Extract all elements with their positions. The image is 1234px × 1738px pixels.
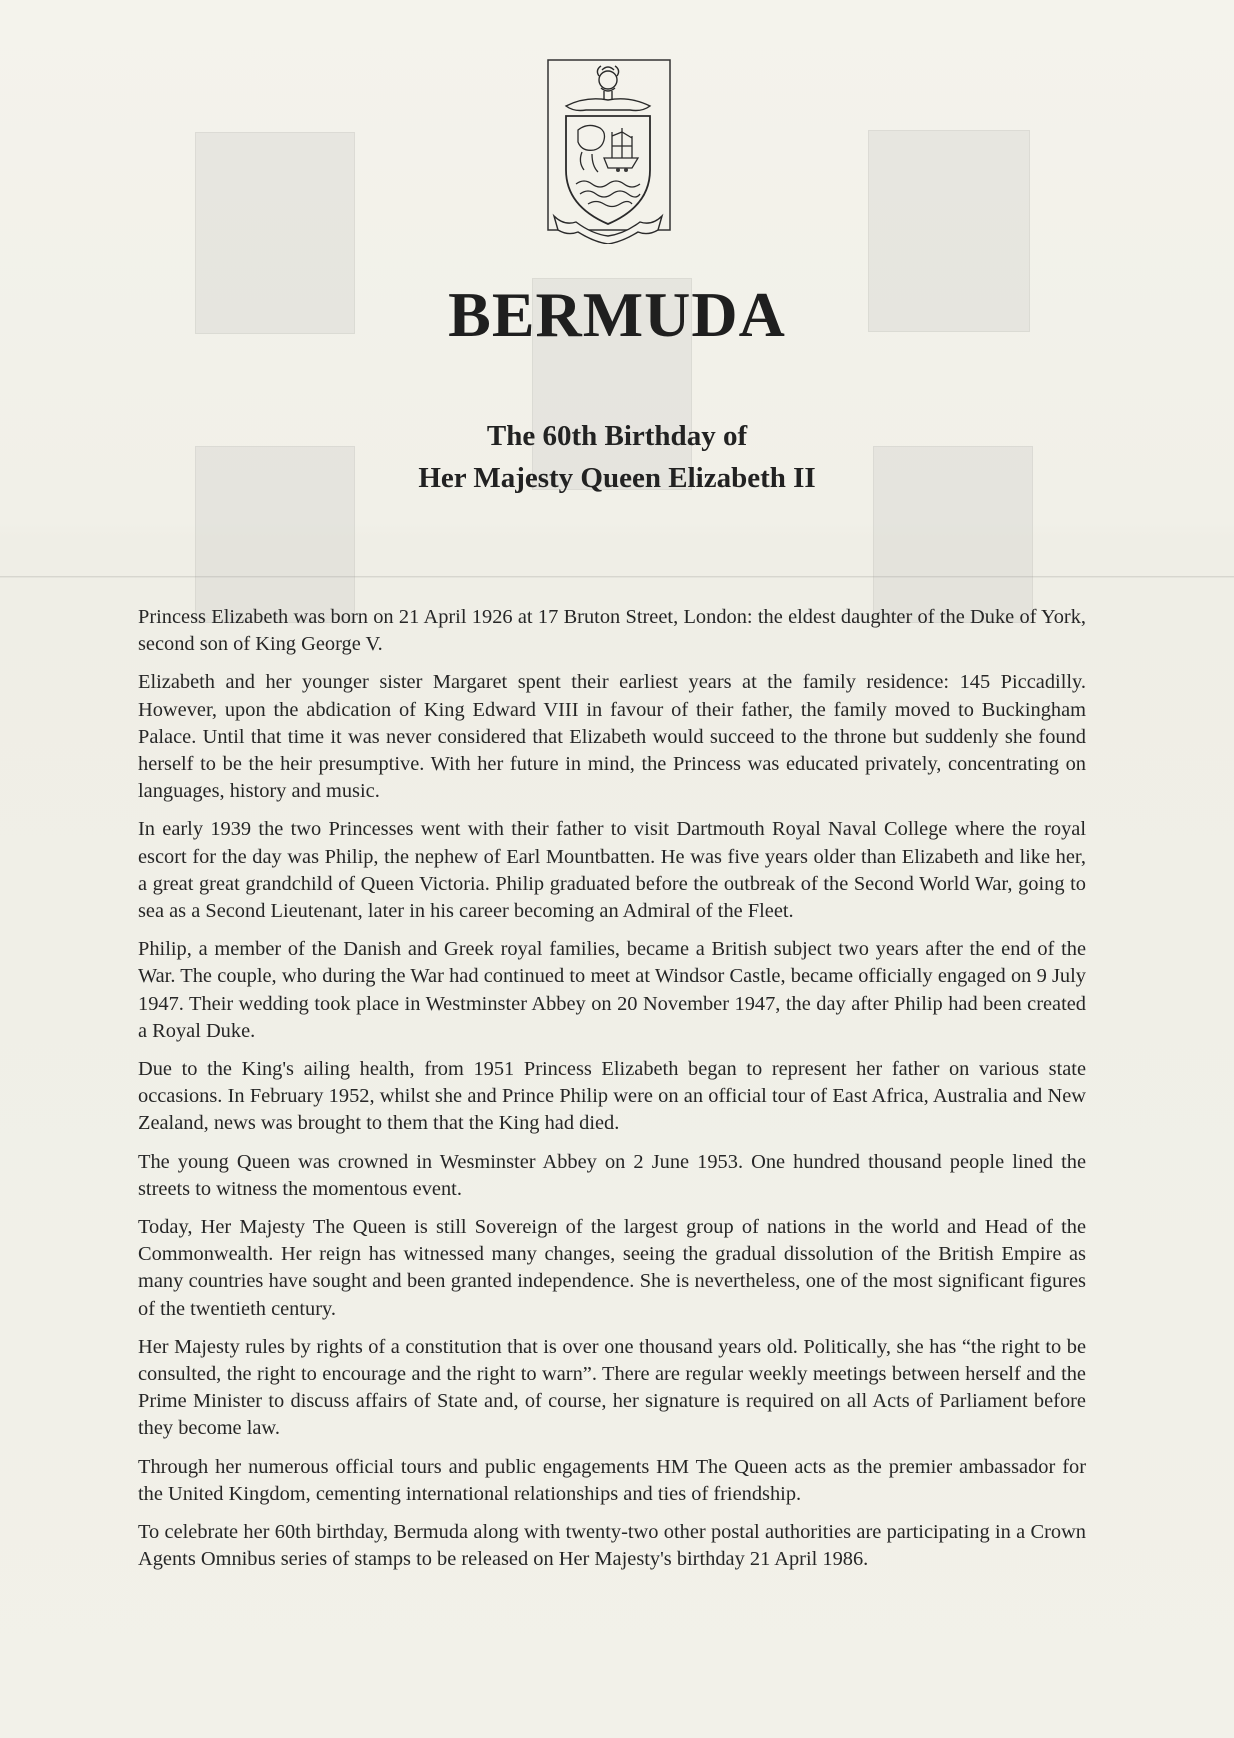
paragraph-kings-health: Due to the King's ailing health, from 1951 Princess Elizabeth began to represent her father on various state occasions. In February 1952, whilst she and Prince Philip were on an official tour of East Africa, Australia and New Zealand, news was brought to them that the King had died. (138, 1058, 1086, 1135)
paragraph-philip-meeting: In early 1939 the two Princesses went with their father to visit Dartmouth Royal Naval College where the royal escort for the day was Philip, the nephew of Earl Mountbatten. He was five years older than Elizabeth and like her, a great great grandchild of Queen Victoria. Philip graduated before the outbreak of the Second World War, going to sea as a Second Lieutenant, later in his career becoming an Admiral of the Fleet. (138, 818, 1086, 923)
document-title: BERMUDA (448, 279, 786, 350)
subtitle-line-2: Her Majesty Queen Elizabeth II (418, 462, 816, 494)
paragraph-birth: Princess Elizabeth was born on 21 April 1926 at 17 Bruton Street, London: the eldest daughter of the Duke of York, second son of King George V. (138, 606, 1086, 656)
bermuda-coat-of-arms-icon (546, 58, 676, 244)
article-body (138, 604, 1086, 1585)
paragraph-engagement: Philip, a member of the Danish and Greek royal families, became a British subject two years after the end of the War. The couple, who during the War had continued to meet at Windsor Castle, became officially engaged on 9 July 1947. Their wedding took place in Westminster Abbey on 20 November 1947, the day after Philip had been created a Royal Duke. (138, 938, 1086, 1042)
paragraph-constitution: Her Majesty rules by rights of a constitution that is over one thousand years old. Politically, she has “the right to be consulted, the right to encourage and the right to warn”. There are regular weekly meetings between herself and the Prime Minister to discuss affairs of State and, of course, her signature is required on all Acts of Parliament before they become law. (138, 1335, 1086, 1440)
subtitle-line-1: The 60th Birthday of (486, 420, 748, 452)
fold-line (0, 576, 1234, 578)
paragraph-early-years: Elizabeth and her younger sister Margaret spent their earliest years at the family residence: 145 Piccadilly. However, upon the abdication of King Edward VIII in favour of their father, the family moved to Buckingham Palace. Until that time it was never considered that Elizabeth would succeed to the throne but suddenly she found herself to be the heir presumptive. With her future in mind, the Princess was educated privately, concentrating on languages, history and music. (138, 671, 1086, 803)
paragraph-today: Today, Her Majesty The Queen is still Sovereign of the largest group of nations in the world and Head of the Commonwealth. Her reign has witnessed many changes, seeing the gradual dissolution of the British Empire as many countries have sought and been granted independence. She is nevertheless, one of the most significant figures of the twentieth century. (138, 1216, 1086, 1320)
paragraph-coronation: The young Queen was crowned in Wesminster Abbey on 2 June 1953. One hundred thousand people lined the streets to witness the momentous event. (138, 1150, 1086, 1200)
paragraph-ambassador: Through her numerous official tours and public engagements HM The Queen acts as the premier ambassador for the United Kingdom, cementing international relationships and ties of friendship. (138, 1455, 1086, 1505)
paragraph-celebration: To celebrate her 60th birthday, Bermuda along with twenty-two other postal authorities are participating in a Crown Agents Omnibus series of stamps to be released on Her Majesty's birthday 21 April 1986. (138, 1521, 1086, 1571)
